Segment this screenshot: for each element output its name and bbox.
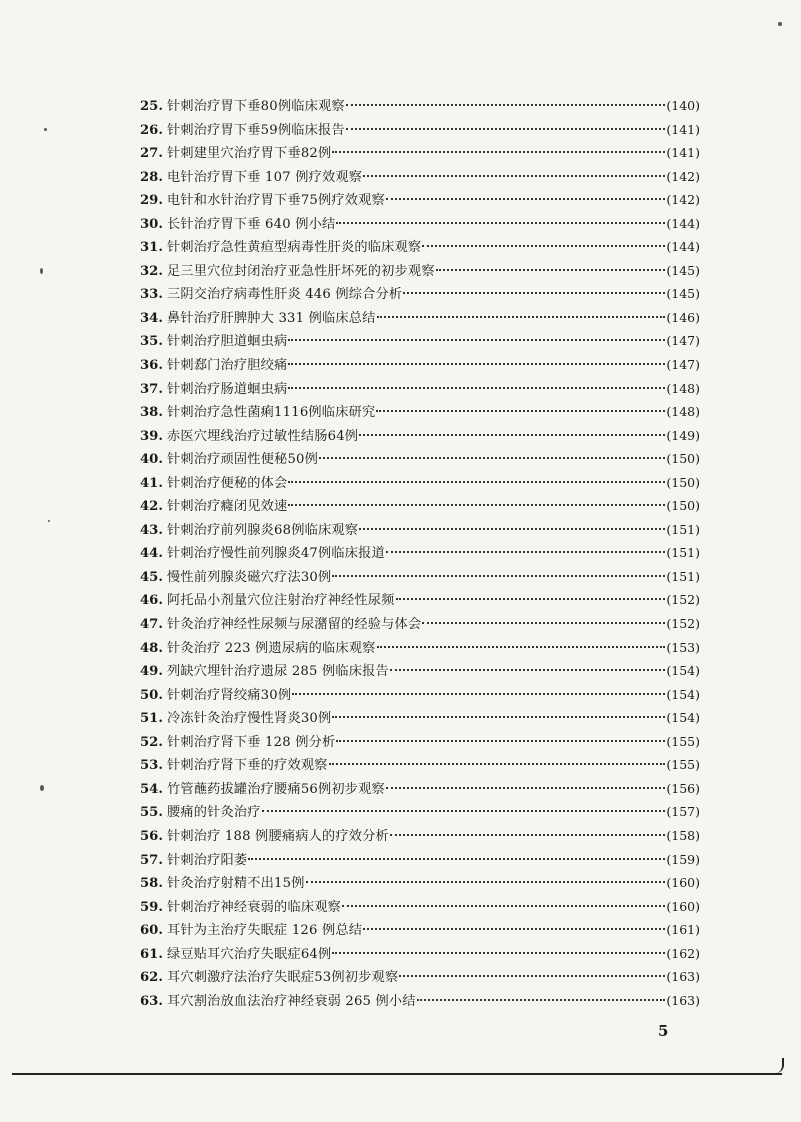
entry-page: (151) xyxy=(666,568,700,584)
entry-number: 56. xyxy=(140,828,163,844)
entry-number: 62. xyxy=(140,970,163,986)
page-number: 5 xyxy=(658,1022,669,1040)
entry-title: 针刺治疗前列腺炎68例临床观察 xyxy=(166,522,359,538)
dot-leader xyxy=(359,434,665,436)
toc-entry xyxy=(140,377,700,401)
entry-page: (146) xyxy=(666,309,700,325)
entry-page: (145) xyxy=(666,262,700,278)
entry-title: 针刺郄门治疗胆绞痛 xyxy=(166,358,288,374)
entry-number: 34. xyxy=(140,310,163,326)
entry-title: 绿豆贴耳穴治疗失眠症64例 xyxy=(166,946,332,962)
dot-leader xyxy=(363,928,665,930)
toc-entry xyxy=(140,871,700,895)
entry-number: 38. xyxy=(140,405,163,421)
dot-leader xyxy=(376,410,665,412)
entry-number: 37. xyxy=(140,381,163,397)
scan-speck xyxy=(44,128,47,131)
bottom-rule-curl xyxy=(772,1058,784,1073)
toc-entry xyxy=(140,541,700,565)
entry-number: 61. xyxy=(140,946,163,962)
entry-number: 46. xyxy=(140,593,163,609)
dot-leader xyxy=(403,292,665,294)
entry-page: (144) xyxy=(666,215,700,231)
entry-title: 针刺治疗胆道蛔虫病 xyxy=(166,334,288,350)
entry-number: 30. xyxy=(140,216,163,232)
dot-leader xyxy=(399,975,665,977)
entry-title: 针刺治疗慢性前列腺炎47例临床报道 xyxy=(166,546,385,562)
dot-leader xyxy=(262,810,666,812)
toc-entry xyxy=(140,424,700,448)
scan-speck xyxy=(40,785,44,791)
entry-number: 40. xyxy=(140,452,163,468)
toc-entry xyxy=(140,565,700,589)
dot-leader xyxy=(248,858,665,860)
entry-title: 赤医穴埋线治疗过敏性结肠64例 xyxy=(166,428,359,444)
toc-entry xyxy=(140,612,700,636)
dot-leader xyxy=(288,481,665,483)
dot-leader xyxy=(336,222,665,224)
entry-title: 针刺治疗阳萎 xyxy=(166,852,248,868)
dot-leader xyxy=(332,952,665,954)
entry-title: 针刺治疗肾下垂 128 例分析 xyxy=(166,734,336,750)
toc-entry xyxy=(140,329,700,353)
entry-title: 针刺治疗胃下垂80例临床观察 xyxy=(166,99,345,114)
entry-page: (151) xyxy=(666,545,700,561)
dot-leader xyxy=(377,316,666,318)
entry-number: 45. xyxy=(140,569,163,585)
entry-page: (151) xyxy=(666,521,700,537)
entry-page: (150) xyxy=(666,474,700,490)
toc-entry xyxy=(140,141,700,165)
scan-speck xyxy=(48,520,50,522)
entry-page: (147) xyxy=(666,357,700,373)
dot-leader xyxy=(336,740,665,742)
entry-title: 针刺建里穴治疗胃下垂82例 xyxy=(166,146,332,162)
toc-entry xyxy=(140,188,700,212)
dot-leader xyxy=(436,269,666,271)
entry-title: 电针治疗胃下垂 107 例疗效观察 xyxy=(166,169,363,185)
entry-title: 耳针为主治疗失眠症 126 例总结 xyxy=(166,923,363,939)
entry-title: 耳穴刺激疗法治疗失眠症53例初步观察 xyxy=(166,970,399,986)
entry-title: 针刺治疗急性黄疸型病毒性肝炎的临床观察 xyxy=(166,240,422,256)
entry-page: (142) xyxy=(666,168,700,184)
toc-entry xyxy=(140,212,700,236)
entry-number: 31. xyxy=(140,240,163,256)
toc-entry xyxy=(140,989,700,1013)
scan-speck xyxy=(40,268,43,274)
entry-title: 针刺治疗肾绞痛30例 xyxy=(166,687,292,703)
entry-page: (152) xyxy=(666,616,700,632)
entry-number: 32. xyxy=(140,263,163,279)
dot-leader xyxy=(319,457,665,459)
dot-leader xyxy=(386,551,665,553)
entry-number: 58. xyxy=(140,876,163,892)
entry-title: 竹管蘸药拔罐治疗腰痛56例初步观察 xyxy=(166,781,385,797)
entry-title: 针刺治疗癃闭见效速 xyxy=(166,499,288,515)
entry-page: (161) xyxy=(666,922,700,938)
dot-leader xyxy=(390,669,665,671)
entry-page: (160) xyxy=(666,898,700,914)
entry-title: 针刺治疗胃下垂59例临床报告 xyxy=(166,122,345,138)
dot-leader xyxy=(359,528,665,530)
toc-entry xyxy=(140,400,700,424)
entry-page: (160) xyxy=(666,875,700,891)
dot-leader xyxy=(332,716,665,718)
dot-leader xyxy=(390,834,665,836)
toc-entry xyxy=(140,636,700,660)
toc-entry xyxy=(140,895,700,919)
entry-page: (149) xyxy=(666,427,700,443)
dot-leader xyxy=(417,999,666,1001)
entry-title: 足三里穴位封闭治疗亚急性肝坏死的初步观察 xyxy=(166,263,435,279)
toc-entry xyxy=(140,282,700,306)
entry-number: 42. xyxy=(140,499,163,515)
entry-title: 阿托品小剂量穴位注射治疗神经性尿频 xyxy=(166,593,395,609)
entry-number: 41. xyxy=(140,475,163,491)
toc-entry xyxy=(140,918,700,942)
entry-page: (159) xyxy=(666,851,700,867)
toc-entry xyxy=(140,118,700,142)
entry-number: 29. xyxy=(140,193,163,209)
toc-entry xyxy=(140,518,700,542)
entry-number: 59. xyxy=(140,899,163,915)
entry-title: 耳穴割治放血法治疗神经衰弱 265 例小结 xyxy=(166,993,416,1009)
entry-number: 27. xyxy=(140,146,163,162)
entry-title: 针刺治疗顽固性便秘50例 xyxy=(166,452,319,468)
entry-number: 44. xyxy=(140,546,163,562)
entry-number: 50. xyxy=(140,687,163,703)
toc-entry xyxy=(140,494,700,518)
entry-number: 55. xyxy=(140,805,163,821)
entry-number: 52. xyxy=(140,734,163,750)
entry-title: 针灸治疗神经性尿频与尿潴留的经验与体会 xyxy=(166,617,422,633)
entry-title: 针刺治疗便秘的体会 xyxy=(166,475,288,491)
entry-number: 33. xyxy=(140,287,163,303)
dot-leader xyxy=(329,763,666,765)
entry-page: (148) xyxy=(666,380,700,396)
dot-leader xyxy=(288,504,665,506)
entry-number: 57. xyxy=(140,852,163,868)
entry-title: 列缺穴埋针治疗遗尿 285 例临床报告 xyxy=(166,664,389,680)
entry-page: (147) xyxy=(666,333,700,349)
dot-leader xyxy=(386,198,665,200)
entry-title: 三阴交治疗病毒性肝炎 446 例综合分析 xyxy=(166,287,403,303)
dot-leader xyxy=(342,905,665,907)
entry-number: 28. xyxy=(140,169,163,185)
entry-page: (141) xyxy=(666,145,700,161)
entry-number: 43. xyxy=(140,522,163,538)
entry-page: (155) xyxy=(666,733,700,749)
toc-entry xyxy=(140,965,700,989)
dot-leader xyxy=(346,128,666,130)
scan-speck xyxy=(778,22,782,26)
entry-page: (155) xyxy=(666,757,700,773)
entry-title: 鼻针治疗肝脾肿大 331 例临床总结 xyxy=(166,310,376,326)
entry-title: 针刺治疗急性菌痢1116例临床研究 xyxy=(166,405,376,421)
toc-entry xyxy=(140,706,700,730)
dot-leader xyxy=(292,693,665,695)
entry-title: 冷冻针灸治疗慢性肾炎30例 xyxy=(166,711,332,727)
entry-page: (150) xyxy=(666,451,700,467)
entry-number: 26. xyxy=(140,122,163,138)
toc-entry xyxy=(140,588,700,612)
toc-entry xyxy=(140,165,700,189)
toc-entry xyxy=(140,777,700,801)
entry-number: 53. xyxy=(140,758,163,774)
toc-entry xyxy=(140,730,700,754)
entry-page: (144) xyxy=(666,239,700,255)
toc-entry xyxy=(140,848,700,872)
entry-number: 63. xyxy=(140,993,163,1009)
toc-entry xyxy=(140,353,700,377)
entry-number: 35. xyxy=(140,334,163,350)
entry-page: (150) xyxy=(666,498,700,514)
entry-page: (152) xyxy=(666,592,700,608)
dot-leader xyxy=(377,646,666,648)
entry-title: 慢性前列腺炎磁穴疗法30例 xyxy=(166,569,332,585)
dot-leader xyxy=(363,175,665,177)
dot-leader xyxy=(306,881,666,883)
entry-page: (163) xyxy=(666,969,700,985)
entry-page: (158) xyxy=(666,827,700,843)
toc-entry xyxy=(140,235,700,259)
entry-page: (154) xyxy=(666,663,700,679)
toc-entry xyxy=(140,659,700,683)
bottom-rule xyxy=(12,1073,782,1075)
entry-title: 腰痛的针灸治疗 xyxy=(166,805,261,821)
dot-leader xyxy=(346,104,666,106)
dot-leader xyxy=(288,387,665,389)
entry-number: 49. xyxy=(140,664,163,680)
entry-number: 51. xyxy=(140,711,163,727)
toc-entry xyxy=(140,94,700,118)
entry-number: 54. xyxy=(140,781,163,797)
entry-number: 25. xyxy=(140,99,163,114)
entry-page: (141) xyxy=(666,121,700,137)
entry-title: 针刺治疗肾下垂的疗效观察 xyxy=(166,758,328,774)
dot-leader xyxy=(332,575,665,577)
entry-page: (156) xyxy=(666,780,700,796)
toc-entry xyxy=(140,306,700,330)
entry-title: 电针和水针治疗胃下垂75例疗效观察 xyxy=(166,193,385,209)
entry-title: 长针治疗胃下垂 640 例小结 xyxy=(166,216,336,232)
dot-leader xyxy=(332,151,665,153)
dot-leader xyxy=(386,787,665,789)
toc-entry xyxy=(140,942,700,966)
entry-page: (145) xyxy=(666,286,700,302)
entry-page: (154) xyxy=(666,686,700,702)
entry-page: (162) xyxy=(666,945,700,961)
toc-entry xyxy=(140,683,700,707)
entry-number: 47. xyxy=(140,617,163,633)
entry-page: (153) xyxy=(666,639,700,655)
entry-title: 针刺治疗 188 例腰痛病人的疗效分析 xyxy=(166,828,389,844)
dot-leader xyxy=(422,622,665,624)
toc-entry xyxy=(140,753,700,777)
toc-list xyxy=(140,94,700,1012)
entry-page: (140) xyxy=(666,98,700,113)
entry-page: (154) xyxy=(666,710,700,726)
entry-page: (157) xyxy=(666,804,700,820)
entry-page: (148) xyxy=(666,404,700,420)
dot-leader xyxy=(288,339,665,341)
entry-number: 39. xyxy=(140,428,163,444)
entry-title: 针刺治疗肠道蛔虫病 xyxy=(166,381,288,397)
entry-number: 60. xyxy=(140,923,163,939)
toc-entry xyxy=(140,259,700,283)
dot-leader xyxy=(422,245,665,247)
toc-entry xyxy=(140,800,700,824)
entry-page: (163) xyxy=(666,992,700,1008)
entry-page: (142) xyxy=(666,192,700,208)
entry-title: 针刺治疗神经衰弱的临床观察 xyxy=(166,899,341,915)
entry-title: 针灸治疗 223 例遗尿病的临床观察 xyxy=(166,640,376,656)
entry-number: 36. xyxy=(140,358,163,374)
dot-leader xyxy=(288,363,665,365)
toc-entry xyxy=(140,471,700,495)
toc-entry xyxy=(140,824,700,848)
toc-entry xyxy=(140,447,700,471)
entry-number: 48. xyxy=(140,640,163,656)
dot-leader xyxy=(396,598,666,600)
entry-title: 针灸治疗射精不出15例 xyxy=(166,876,305,892)
